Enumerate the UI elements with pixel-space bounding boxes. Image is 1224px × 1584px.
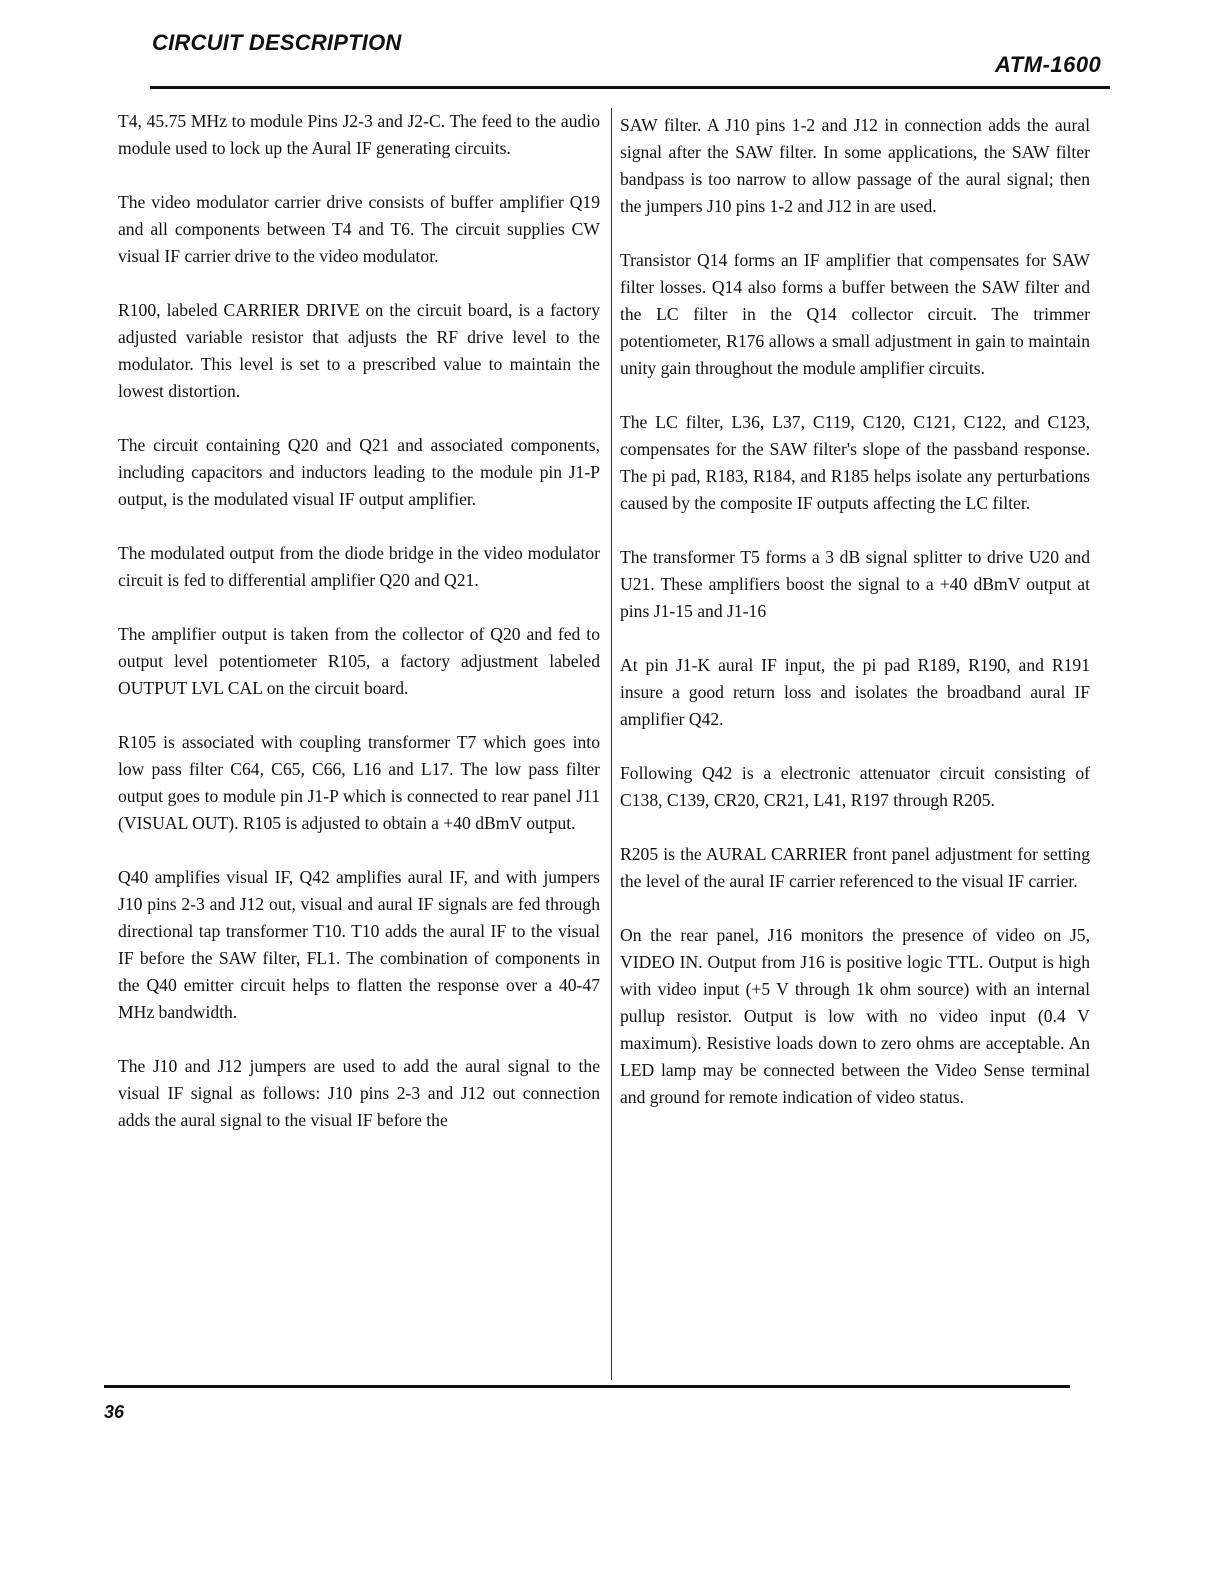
right-column xyxy=(620,112,1090,1138)
paragraph: At pin J1-K aural IF input, the pi pad R189, R190, and R191 insure a good return loss and isolates the broadband aural IF amplifier Q42. xyxy=(620,655,1090,729)
paragraph: The circuit containing Q20 and Q21 and associated components, including capacitors and inductors leading to the module pin J1-P output, is the modulated visual IF output amplifier. xyxy=(118,435,600,509)
paragraph: The LC filter, L36, L37, C119, C120, C121, C122, and C123, compensates for the SAW filter's slope of the passband response. The pi pad, R183, R184, and R185 helps isolate any perturbations caused by the composite IF outputs affecting the LC filter. xyxy=(620,412,1090,513)
paragraph: R205 is the AURAL CARRIER front panel adjustment for setting the level of the aural IF carrier referenced to the visual IF carrier. xyxy=(620,844,1090,891)
paragraph: The modulated output from the diode bridge in the video modulator circuit is fed to differential amplifier Q20 and Q21. xyxy=(118,543,600,590)
paragraph: R100, labeled CARRIER DRIVE on the circuit board, is a factory adjusted variable resistor that adjusts the RF drive level to the modulator. This level is set to a prescribed value to maintain the lowest distortion. xyxy=(118,300,600,401)
model-name: ATM-1600 xyxy=(995,52,1102,77)
paragraph: T4, 45.75 MHz to module Pins J2-3 and J2-C. The feed to the audio module used to lock up the Aural IF generating circuits. xyxy=(118,111,600,158)
column-divider xyxy=(611,108,612,1380)
paragraph: The transformer T5 forms a 3 dB signal splitter to drive U20 and U21. These amplifiers boost the signal to a +40 dBmV output at pins J1-15 and J1-16 xyxy=(620,547,1090,621)
page-number: 36 xyxy=(104,1402,125,1422)
paragraph: R105 is associated with coupling transformer T7 which goes into low pass filter C64, C65, C66, L16 and L17. The low pass filter output goes to module pin J1-P which is connected to rear panel J11 (VISUAL OUT). R105 is adjusted to obtain a +40 dBmV output. xyxy=(118,732,600,833)
paragraph: Transistor Q14 forms an IF amplifier that compensates for SAW filter losses. Q14 also forms a buffer between the SAW filter and the LC filter in the Q14 collector circuit. The trimmer potentiometer, R176 allows a small adjustment in gain to maintain unity gain throughout the module amplifier circuits. xyxy=(620,250,1090,378)
paragraph: Following Q42 is a electronic attenuator circuit consisting of C138, C139, CR20, CR21, L41, R197 through R205. xyxy=(620,763,1090,810)
paragraph: The video modulator carrier drive consists of buffer amplifier Q19 and all components between T4 and T6. The circuit supplies CW visual IF carrier drive to the video modulator. xyxy=(118,192,600,266)
paragraph: The J10 and J12 jumpers are used to add the aural signal to the visual IF signal as follows: J10 pins 2-3 and J12 out connection adds the aural signal to the visual IF before the xyxy=(118,1056,600,1130)
paragraph: Q40 amplifies visual IF, Q42 amplifies aural IF, and with jumpers J10 pins 2-3 and J12 out, visual and aural IF signals are fed through directional tap transformer T10. T10 adds the aural IF to the visual IF before the SAW filter, FL1. The combination of components in the Q40 emitter circuit helps to flatten the response over a 40-47 MHz bandwidth. xyxy=(118,867,600,1022)
paragraph: The amplifier output is taken from the collector of Q20 and fed to output level potentiometer R105, a factory adjustment labeled OUTPUT LVL CAL on the circuit board. xyxy=(118,624,600,698)
footer-rule xyxy=(104,1385,1070,1388)
header-rule xyxy=(150,86,1110,89)
section-title: CIRCUIT DESCRIPTION xyxy=(152,30,402,55)
paragraph: On the rear panel, J16 monitors the presence of video on J5, VIDEO IN. Output from J16 is positive logic TTL. Output is high with video input (+5 V through 1k ohm source) with an internal pullup resistor. Output is low with no video input (0.4 V maximum). Resistive loads down to zero ohms are acceptable. An LED lamp may be connected between the Video Sense terminal and ground for remote indication of video status. xyxy=(620,925,1090,1107)
paragraph: SAW filter. A J10 pins 1-2 and J12 in connection adds the aural signal after the SAW filter. In some applications, the SAW filter bandpass is too narrow to allow passage of the aural signal; then the jumpers J10 pins 1-2 and J12 in are used. xyxy=(620,115,1090,216)
left-column xyxy=(118,108,600,1161)
